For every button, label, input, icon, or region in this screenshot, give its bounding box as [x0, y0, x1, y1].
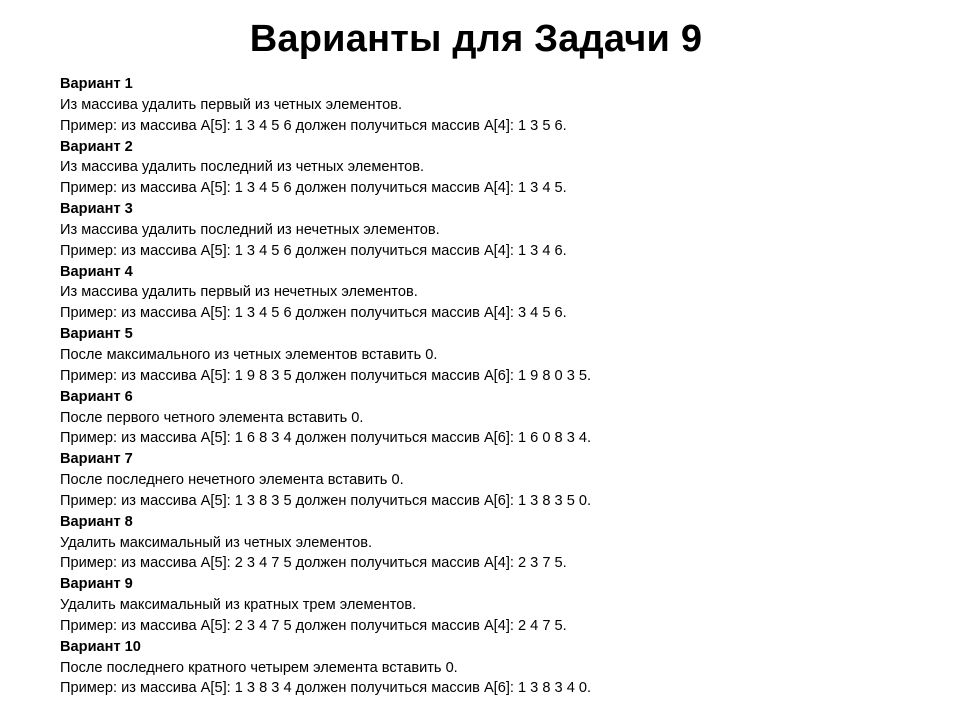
variant-example: Пример: из массива A[5]: 1 3 4 5 6 должен получиться массив A[4]: 3 4 5 6. [60, 305, 567, 322]
variant-example: Пример: из массива A[5]: 1 3 4 5 6 должен получиться массив A[4]: 1 3 5 6. [60, 117, 567, 134]
variant-example: Пример: из массива A[5]: 1 6 8 3 4 должен получиться массив A[6]: 1 6 0 8 3 4. [60, 430, 592, 447]
variant-task: Из массива удалить первый из четных элементов. [60, 96, 403, 113]
variant-task: После первого четного элемента вставить 0. [60, 409, 364, 426]
variant-heading: Вариант 9 [60, 576, 133, 593]
variant-heading: Вариант 5 [60, 326, 133, 343]
variant-task: После последнего кратного четырем элемента вставить 0. [60, 659, 458, 676]
variant-heading: Вариант 6 [60, 388, 133, 405]
variant-1 [60, 74, 940, 137]
variant-heading: Вариант 2 [60, 138, 133, 155]
variant-example: Пример: из массива A[5]: 1 3 4 5 6 должен получиться массив A[4]: 1 3 4 6. [60, 242, 567, 259]
variant-task: Удалить максимальный из четных элементов. [60, 534, 373, 551]
variant-example: Пример: из массива A[5]: 1 3 8 3 5 должен получиться массив A[6]: 1 3 8 3 5 0. [60, 492, 592, 509]
variants-list [60, 74, 940, 699]
variant-heading: Вариант 8 [60, 513, 133, 530]
variant-5 [60, 324, 940, 387]
variant-7 [60, 449, 940, 512]
variant-task: Из массива удалить последний из нечетных элементов. [60, 221, 440, 238]
variant-6 [60, 387, 940, 450]
variant-task: После последнего нечетного элемента вставить 0. [60, 472, 404, 489]
variant-example: Пример: из массива A[5]: 2 3 4 7 5 должен получиться массив A[4]: 2 4 7 5. [60, 617, 567, 634]
variant-heading: Вариант 1 [60, 76, 133, 92]
variant-10 [60, 637, 940, 700]
variant-task: Из массива удалить первый из нечетных элементов. [60, 284, 418, 301]
variant-task: После максимального из четных элементов вставить 0. [60, 346, 438, 363]
variant-example: Пример: из массива A[5]: 1 3 8 3 4 должен получиться массив A[6]: 1 3 8 3 4 0. [60, 680, 592, 697]
variant-example: Пример: из массива A[5]: 2 3 4 7 5 должен получиться массив A[4]: 2 3 7 5. [60, 555, 567, 572]
variant-8 [60, 512, 940, 575]
variant-example: Пример: из массива A[5]: 1 3 4 5 6 должен получиться массив A[4]: 1 3 4 5. [60, 180, 567, 197]
variant-9 [60, 574, 940, 637]
variant-4 [60, 262, 940, 325]
variant-heading: Вариант 4 [60, 263, 133, 280]
variant-heading: Вариант 7 [60, 451, 133, 468]
variant-task: Из массива удалить последний из четных элементов. [60, 159, 425, 176]
variant-3 [60, 199, 940, 262]
variant-heading: Вариант 3 [60, 201, 133, 218]
variant-task: Удалить максимальный из кратных трем элементов. [60, 597, 417, 614]
variant-example: Пример: из массива A[5]: 1 9 8 3 5 должен получиться массив A[6]: 1 9 8 0 3 5. [60, 367, 592, 384]
variant-2 [60, 137, 940, 200]
slide-title: Варианты для Задачи 9 [249, 18, 703, 60]
variant-heading: Вариант 10 [60, 638, 141, 655]
